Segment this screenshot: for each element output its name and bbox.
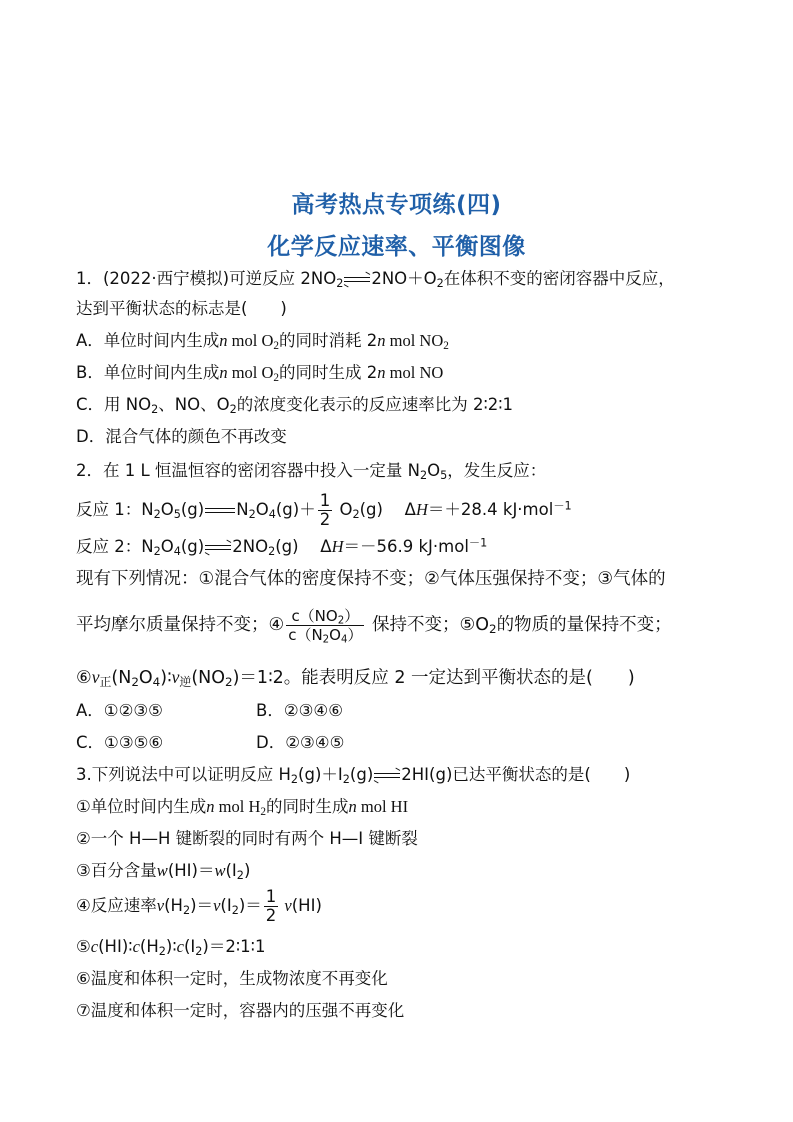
reversible-arrow-icon: [344, 275, 370, 285]
fraction-one-half: $\frac{1}{2}$: [265, 887, 277, 925]
reversible-arrow-icon: [374, 771, 400, 781]
q3-item-1: ①单位时间内生成n mol $H_2$的同时生成n mol HI: [76, 797, 409, 818]
q3-item-5: $⑤c(HI)∶c(H_2)∶c(I_2)=2∶1∶1$: [76, 937, 266, 958]
q3-stem: 3.下列说法中可以证明反应 $H_2(g)+I_2(g)$ 2HI(g)已达平衡状态的是( ): [76, 765, 631, 786]
q3-item-3: ③百分含量$w(HI)=w(I_2)$: [76, 861, 251, 882]
page-subtitle: 化学反应速率、平衡图像: [267, 234, 526, 260]
q2-option-b: B．②③④⑥: [256, 701, 343, 720]
equals-sign-icon: [205, 507, 235, 515]
q1-stem-line2: 达到平衡状态的标志是( ): [76, 299, 287, 318]
q1-option-c: C．用 $NO_2$、NO、$O_2$的浓度变化表示的反应速率比为 2∶2∶1: [76, 395, 514, 416]
q1-option-d: D．混合气体的颜色不再改变: [76, 427, 287, 446]
q2-conditions-line1: 现有下列情况：①混合气体的密度保持不变；②气体压强保持不变；③气体的: [76, 569, 666, 589]
q2-option-d: D．②③④⑤: [256, 733, 345, 752]
q1-option-a: A．单位时间内生成n mol $O_2$的同时消耗 2n mol $NO_2$: [76, 331, 449, 352]
q3-item-2: ②一个 H—H 键断裂的同时有两个 H—I 键断裂: [76, 829, 418, 848]
concentration-ratio-fraction: $\frac{c(NO_2)}{c(N_2O_4)}$: [288, 606, 363, 646]
reversible-arrow-icon: [205, 543, 231, 553]
q2-reaction-2: 反应 2：$N_2O_4(g)$ $2NO_2(g)$ ΔH＝－56.9 kJ·mol$^{-1}$: [76, 536, 488, 558]
fraction-one-half: $\frac{1}{2}$: [319, 491, 331, 529]
q2-option-a: A．①②③⑤: [76, 701, 163, 720]
q1-option-b: B．单位时间内生成n mol $O_2$的同时生成 2n mol NO: [76, 363, 444, 384]
q2-option-c: C．①③⑤⑥: [76, 733, 164, 752]
q2-conditions-line2: 平均摩尔质量保持不变；④ $\frac{c(NO_2)}{c(N_2O_4)}$ 保持不变；$⑤O_2$的物质的量保持不变；: [76, 606, 672, 646]
q2-reaction-1: 反应 1：$N_2O_5(g)$ $N_2O_4(g)+$ $\frac{1}{2}$ $O_2(g)$ ΔH＝＋28.4 kJ·mol$^{-1}$: [76, 491, 572, 529]
q1-stem-line1: 1．(2022·西宁模拟)可逆反应 $2NO_2$ $2NO+O_2$在体积不变的密闭容器中反应，: [76, 269, 675, 290]
q3-item-4: ④反应速率$v(H_2)=v(I_2)=$ $\frac{1}{2}$ v(HI): [76, 887, 322, 925]
q2-conditions-line3: $⑥v_正(N_2O_4)∶v_逆(NO_2)=1∶2$。能表明反应 2 一定达到平衡状态的是( ): [76, 667, 635, 689]
q3-item-7: ⑦温度和体积一定时，容器内的压强不再变化: [76, 1001, 405, 1020]
q2-stem-line1: 2．在 1 L 恒温恒容的密闭容器中投入一定量 $N_2O_5$，发生反应：: [76, 461, 547, 482]
q3-item-6: ⑥温度和体积一定时，生成物浓度不再变化: [76, 969, 388, 988]
page-title: 高考热点专项练(四): [291, 192, 502, 218]
